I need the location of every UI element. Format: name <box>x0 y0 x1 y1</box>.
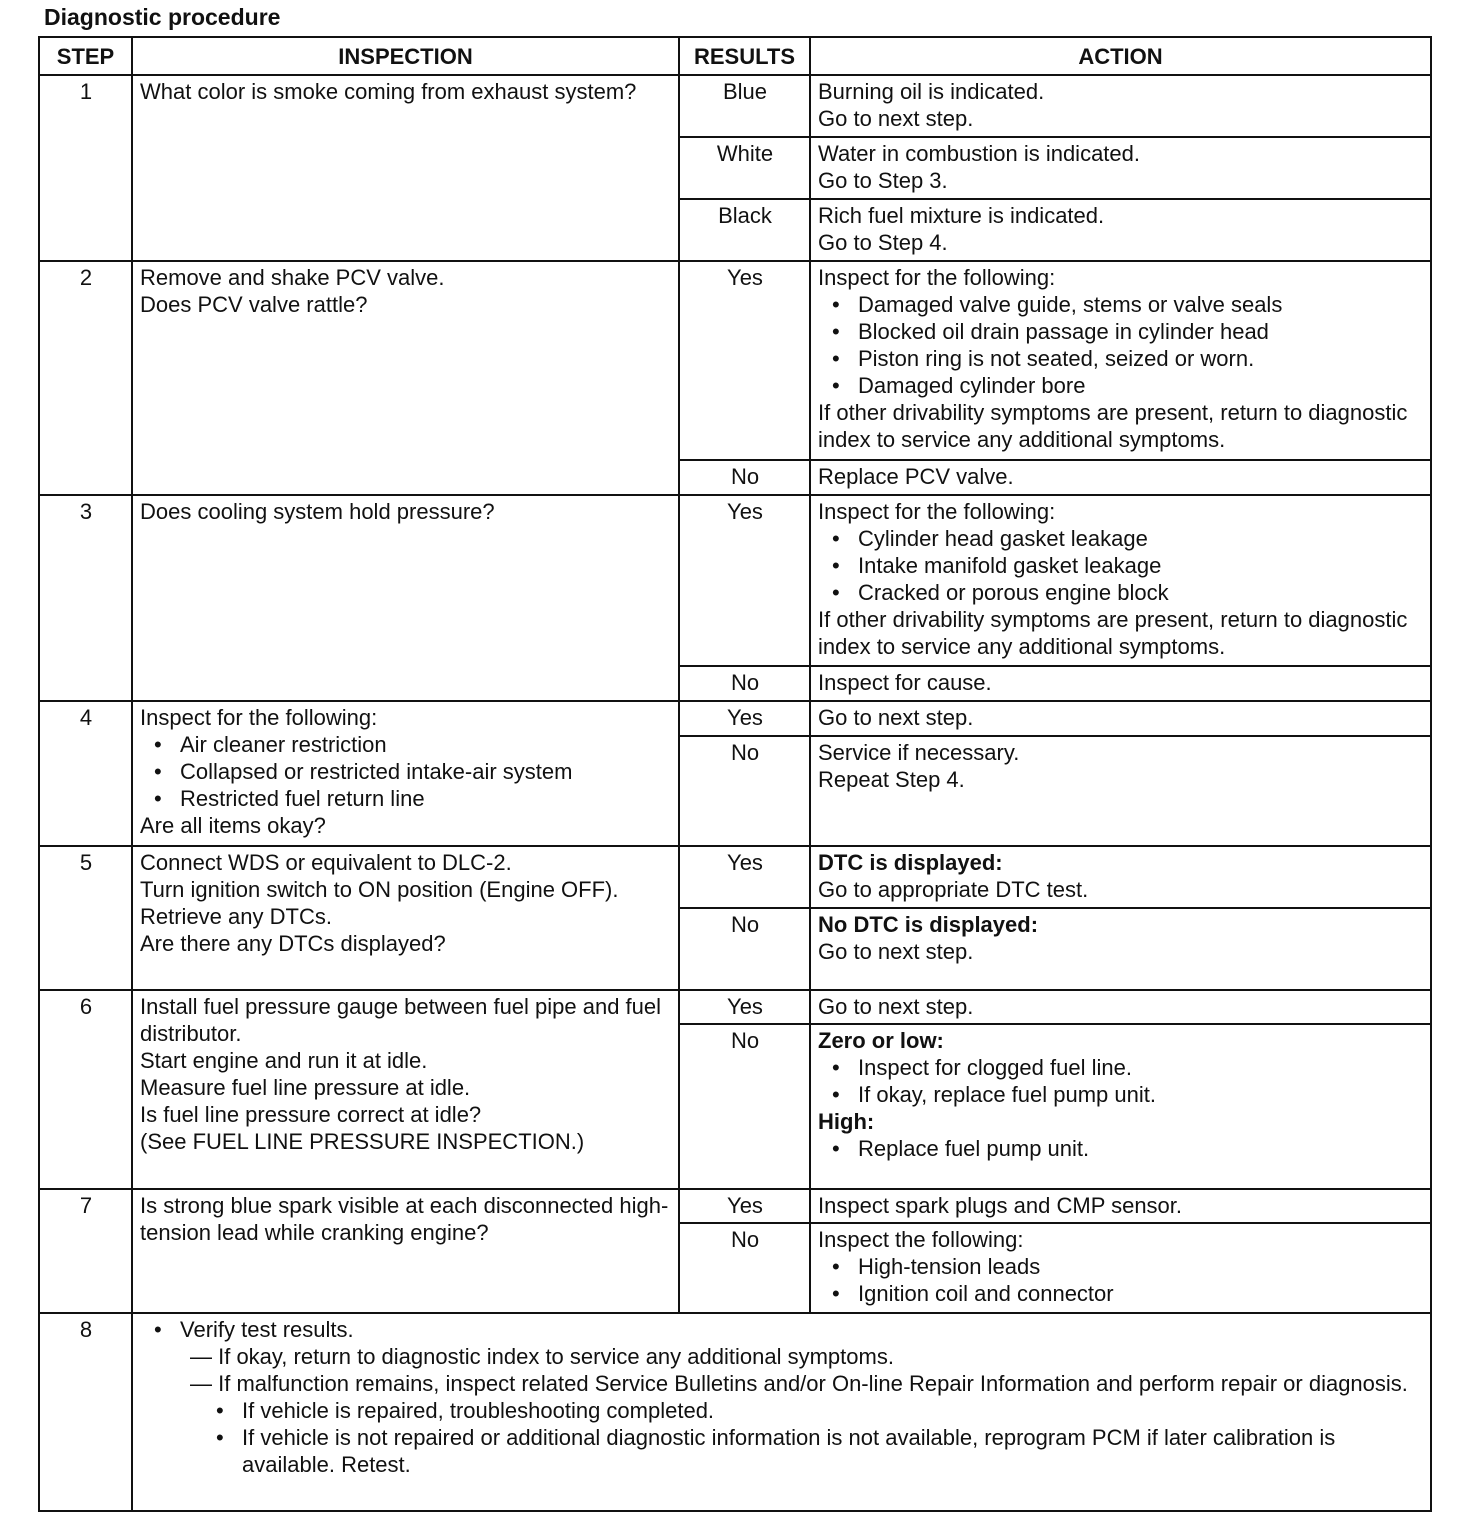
text-line: Does PCV valve rattle? <box>140 292 368 317</box>
step-number: 1 <box>39 75 132 261</box>
header-results: RESULTS <box>679 37 810 75</box>
result-cell: No <box>679 666 810 701</box>
sub-bullet-item: • If vehicle is not repaired or additional diagnostic information is not available, reprogram PCM if later calibration is available. Retest. <box>140 1424 1424 1478</box>
action-cell <box>810 261 1431 460</box>
bullet-item: • Cylinder head gasket leakage <box>818 525 1424 552</box>
result-cell: No <box>679 460 810 495</box>
section-title: Diagnostic procedure <box>44 4 281 30</box>
table-row <box>39 846 1431 908</box>
bold-heading: High: <box>818 1109 875 1134</box>
action-cell <box>810 460 1431 495</box>
inspection-cell <box>132 990 679 1189</box>
action-cell <box>810 701 1431 736</box>
bullet-item: • Cracked or porous engine block <box>818 579 1424 606</box>
result-cell: Yes <box>679 701 810 736</box>
text-line: Inspect for cause. <box>818 670 992 695</box>
bold-heading: DTC is displayed: <box>818 850 1003 875</box>
text-line: Turn ignition switch to ON position (Engine OFF). <box>140 877 619 902</box>
text-line: If other drivability symptoms are present, return to diagnostic index to service any additional symptoms. <box>818 400 1414 452</box>
text-line: Go to Step 3. <box>818 168 948 193</box>
text-line: Go to next step. <box>818 939 974 964</box>
inspection-cell <box>132 1189 679 1313</box>
result-cell: Yes <box>679 990 810 1024</box>
step-number: 2 <box>39 261 132 495</box>
bullet-item: • Damaged valve guide, stems or valve seals <box>818 291 1424 318</box>
action-cell <box>810 846 1431 908</box>
text-line: Go to appropriate DTC test. <box>818 877 1089 902</box>
result-cell: No <box>679 1223 810 1313</box>
text-line: Inspect spark plugs and CMP sensor. <box>818 1193 1183 1218</box>
bullet-item: • Replace fuel pump unit. <box>818 1135 1424 1162</box>
result-cell: No <box>679 1024 810 1189</box>
table-row <box>39 1313 1431 1511</box>
text-line: Is fuel line pressure correct at idle? <box>140 1102 482 1127</box>
sub-bullet-item: • If vehicle is repaired, troubleshooting completed. <box>140 1397 1424 1424</box>
inspection-cell <box>132 846 679 990</box>
bullet-item: • If okay, replace fuel pump unit. <box>818 1081 1424 1108</box>
inspection-cell <box>132 75 679 261</box>
text-line: Inspect the following: <box>818 1227 1024 1252</box>
header-inspection: INSPECTION <box>132 37 679 75</box>
action-cell <box>810 75 1431 137</box>
step-number: 5 <box>39 846 132 990</box>
bullet-item: • Air cleaner restriction <box>140 731 672 758</box>
bullet-item: • Piston ring is not seated, seized or worn. <box>818 345 1424 372</box>
bullet-item: • Intake manifold gasket leakage <box>818 552 1424 579</box>
table-row <box>39 75 1431 137</box>
action-cell <box>810 1024 1431 1189</box>
table-row <box>39 495 1431 666</box>
action-cell <box>810 1223 1431 1313</box>
action-cell <box>810 495 1431 666</box>
text-line: Does cooling system hold pressure? <box>140 499 495 524</box>
text-line: Go to Step 4. <box>818 230 948 255</box>
step-number: 4 <box>39 701 132 846</box>
text-line: Go to next step. <box>818 106 974 131</box>
text-line: Are all items okay? <box>140 813 326 838</box>
result-cell: Yes <box>679 1189 810 1223</box>
text-line: Is strong blue spark visible at each disconnected high-tension lead while cranking engine? <box>140 1193 669 1245</box>
text-line: Go to next step. <box>818 705 974 730</box>
text-line: Inspect for the following: <box>818 265 1056 290</box>
bullet-item: • Ignition coil and connector <box>818 1280 1424 1307</box>
text-line: Service if necessary. <box>818 740 1020 765</box>
action-cell <box>810 199 1431 261</box>
header-row <box>39 37 1431 75</box>
text-line: Inspect for the following: <box>140 705 378 730</box>
text-line: If other drivability symptoms are present, return to diagnostic index to service any additional symptoms. <box>818 607 1414 659</box>
step-number: 6 <box>39 990 132 1189</box>
step-number: 7 <box>39 1189 132 1313</box>
text-line: Replace PCV valve. <box>818 464 1014 489</box>
result-cell: No <box>679 908 810 990</box>
text-line: Rich fuel mixture is indicated. <box>818 203 1105 228</box>
result-cell: Yes <box>679 261 810 460</box>
inspection-cell <box>132 701 679 846</box>
action-cell <box>810 1189 1431 1223</box>
bold-heading: No DTC is displayed: <box>818 912 1039 937</box>
result-cell: Yes <box>679 846 810 908</box>
final-step-cell <box>132 1313 1431 1511</box>
inspection-cell <box>132 495 679 701</box>
text-line: Start engine and run it at idle. <box>140 1048 428 1073</box>
bullet-item: • Restricted fuel return line <box>140 785 672 812</box>
table-row <box>39 701 1431 736</box>
diagnostic-table <box>38 36 1432 1512</box>
bullet-item: • Inspect for clogged fuel line. <box>818 1054 1424 1081</box>
bullet-item: • Verify test results. <box>140 1316 1424 1343</box>
bullet-item: • Blocked oil drain passage in cylinder head <box>818 318 1424 345</box>
text-line: Repeat Step 4. <box>818 767 965 792</box>
table-row <box>39 990 1431 1024</box>
result-cell: Black <box>679 199 810 261</box>
text-line: Inspect for the following: <box>818 499 1056 524</box>
text-line: Water in combustion is indicated. <box>818 141 1140 166</box>
bold-heading: Zero or low: <box>818 1028 944 1053</box>
action-cell <box>810 990 1431 1024</box>
step-number: 3 <box>39 495 132 701</box>
dash-item: — If malfunction remains, inspect related Service Bulletins and/or On-line Repair Information and perform repair or diagnosis. <box>190 1371 1408 1396</box>
bullet-item: • Collapsed or restricted intake-air system <box>140 758 672 785</box>
action-cell <box>810 908 1431 990</box>
action-cell <box>810 736 1431 846</box>
text-line: Burning oil is indicated. <box>818 79 1045 104</box>
result-cell: White <box>679 137 810 199</box>
action-cell <box>810 666 1431 701</box>
result-cell: Yes <box>679 495 810 666</box>
table-row <box>39 261 1431 460</box>
text-line: Measure fuel line pressure at idle. <box>140 1075 471 1100</box>
inspection-cell <box>132 261 679 495</box>
header-step: STEP <box>39 37 132 75</box>
text-line: Install fuel pressure gauge between fuel pipe and fuel distributor. <box>140 994 668 1046</box>
step-number: 8 <box>39 1313 132 1511</box>
bullet-item: • Damaged cylinder bore <box>818 372 1424 399</box>
bullet-item: • High-tension leads <box>818 1253 1424 1280</box>
dash-item: — If okay, return to diagnostic index to service any additional symptoms. <box>190 1344 894 1369</box>
result-cell: No <box>679 736 810 846</box>
text-line: Are there any DTCs displayed? <box>140 931 446 956</box>
text-line: Go to next step. <box>818 994 974 1019</box>
text-line: Connect WDS or equivalent to DLC-2. <box>140 850 512 875</box>
text-line: Remove and shake PCV valve. <box>140 265 445 290</box>
text-line: What color is smoke coming from exhaust system? <box>140 79 637 104</box>
header-action: ACTION <box>810 37 1431 75</box>
table-row <box>39 1189 1431 1223</box>
text-line: Retrieve any DTCs. <box>140 904 332 929</box>
text-line: (See FUEL LINE PRESSURE INSPECTION.) <box>140 1129 585 1154</box>
result-cell: Blue <box>679 75 810 137</box>
action-cell <box>810 137 1431 199</box>
